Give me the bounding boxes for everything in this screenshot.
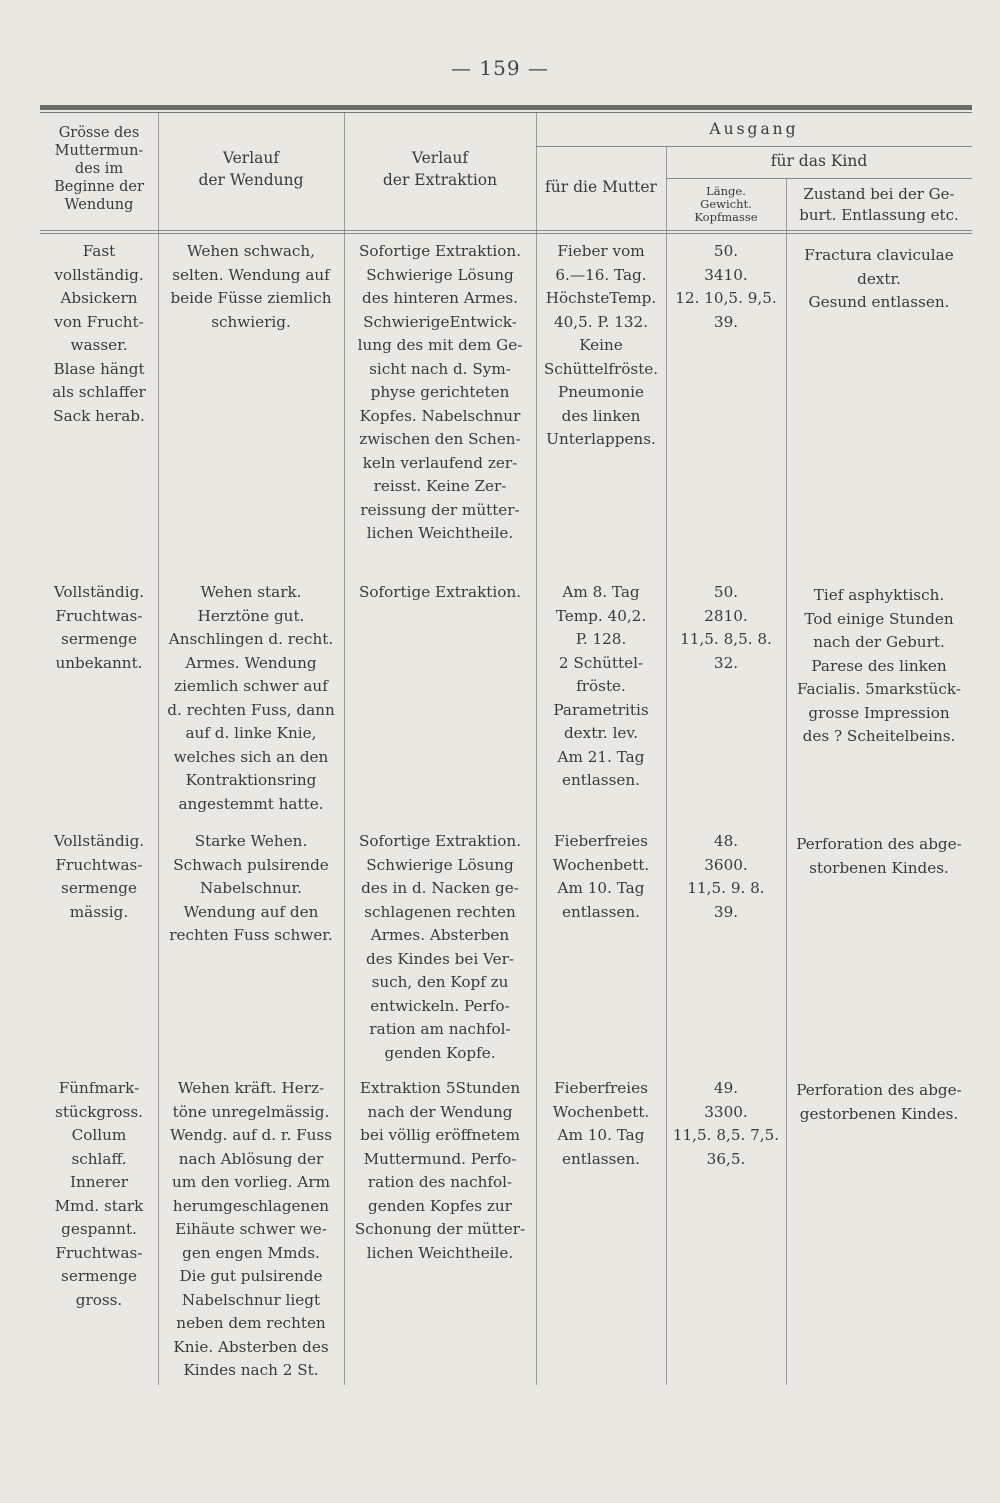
row2-masse: 50. 2810. 11,5. 8,5. 8. 32.: [680, 583, 772, 672]
row4-masse: 49. 3300. 11,5. 8,5. 7,5. 36,5.: [672, 1079, 780, 1168]
header-fuer-die-mutter: für die Mutter: [545, 178, 657, 196]
row3-zustand: Perforation des abge- storbenen Kindes.: [796, 835, 962, 877]
row3-extraktion: Sofortige Extraktion. Schwierige Lösung des in d. Nacken ge- schlagenen rechten Armes. Absterben des Kindes bei Ver- such, den Kopf zu entwickeln. Perfo- ration am nachfol- genden Kopfe.: [358, 832, 522, 1062]
header-line-kind: [666, 178, 972, 179]
header-groesse: Grösse des Muttermun- des im Beginne der Wendung: [54, 125, 144, 213]
col-divider-5: [786, 178, 787, 1385]
row2-mutter: Am 8. Tag Temp. 40,2. P. 128. 2 Schüttel- fröste. Parametritis dextr. lev. Am 21. Tag entlassen.: [553, 583, 649, 789]
top-rule: [40, 105, 972, 110]
row1-mutter: Fieber vom 6.—16. Tag. HöchsteTemp. 40,5. P. 132. Keine Schüttelfröste. Pneumonie des linken Unterlappens.: [543, 242, 659, 448]
header-zustand: Zustand bei der Ge- burt. Entlassung etc.: [799, 185, 959, 224]
row1-zustand: Fractura claviculae dextr. Gesund entlassen.: [804, 246, 954, 311]
row3-wendung: Starke Wehen. Schwach pulsirende Nabelschnur. Wendung auf den rechten Fuss schwer.: [169, 832, 333, 944]
header-bottom-line-2: [40, 233, 972, 234]
row1-masse: 50. 3410. 12. 10,5. 9,5. 39.: [675, 242, 777, 331]
row3-groesse: Vollständig. Fruchtwas- sermenge mässig.: [53, 832, 145, 921]
row1-extraktion: Sofortige Extraktion. Schwierige Lösung des hinteren Armes. SchwierigeEntwick- lung des mit dem Ge- sicht nach d. Sym- physe gerichteten Kopfes. Nabelschnur zwischen den Schen- keln verlaufend zer- reisst. Keine Zer- reissung der mütter- lichen Weichtheile.: [357, 242, 523, 542]
row3-masse: 48. 3600. 11,5. 9. 8. 39.: [687, 832, 765, 921]
row4-wendung: Wehen kräft. Herz- töne unregelmässig. Wendg. auf d. r. Fuss nach Ablösung der um den vorlieg. Arm herumgeschlagenen Eihäute schwer we- gen engen Mmds. Die gut pulsirende Nabelschnur liegt neben dem rechten Knie. Absterben des Kindes nach 2 St.: [169, 1079, 333, 1379]
header-verlauf-wendung: Verlauf der Wendung: [198, 149, 304, 189]
row2-extraktion: Sofortige Extraktion.: [358, 583, 522, 601]
row4-zustand: Perforation des abge- gestorbenen Kindes.: [796, 1081, 962, 1123]
row2-groesse: Vollständig. Fruchtwas- sermenge unbekannt.: [53, 583, 145, 672]
row4-mutter: Fieberfreies Wochenbett. Am 10. Tag entlassen.: [552, 1079, 650, 1168]
header-ausgang: Ausgang: [709, 120, 799, 138]
row1-groesse: Fast vollständig. Absickern von Frucht- wasser. Blase hängt als schlaffer Sack herab.: [52, 242, 146, 425]
top-rule-thin: [40, 112, 972, 113]
header-fuer-das-kind: für das Kind: [770, 152, 868, 170]
header-verlauf-extraktion: Verlauf der Extraktion: [382, 149, 498, 189]
row4-groesse: Fünfmark- stückgross. Collum schlaff. Innerer Mmd. stark gespannt. Fruchtwas- sermenge gross.: [54, 1079, 144, 1309]
row4-extraktion: Extraktion 5Stunden nach der Wendung bei völlig eröffnetem Muttermund. Perfo- ration des nachfol- genden Kopfes zur Schonung der mütter- lichen Weichtheile.: [354, 1079, 526, 1262]
row3-mutter: Fieberfreies Wochenbett. Am 10. Tag entlassen.: [552, 832, 650, 921]
row2-zustand: Tief asphyktisch. Tod einige Stunden nach der Geburt. Parese des linken Facialis. 5markstück- grosse Impression des ? Scheitelbeins.: [797, 586, 961, 745]
header-bottom-line: [40, 230, 972, 231]
row1-wendung: Wehen schwach, selten. Wendung auf beide Füsse ziemlich schwierig.: [170, 242, 332, 331]
row2-wendung: Wehen stark. Herztöne gut. Anschlingen d. recht. Armes. Wendung ziemlich schwer auf d. rechten Fuss, dann auf d. linke Knie, welches sich an den Kontraktionsring angestemmt hatte.: [167, 583, 335, 813]
header-line-ausgang: [536, 146, 972, 147]
header-masse: Länge. Gewicht. Kopfmasse: [694, 184, 758, 224]
page-number: — 159 —: [451, 56, 549, 80]
